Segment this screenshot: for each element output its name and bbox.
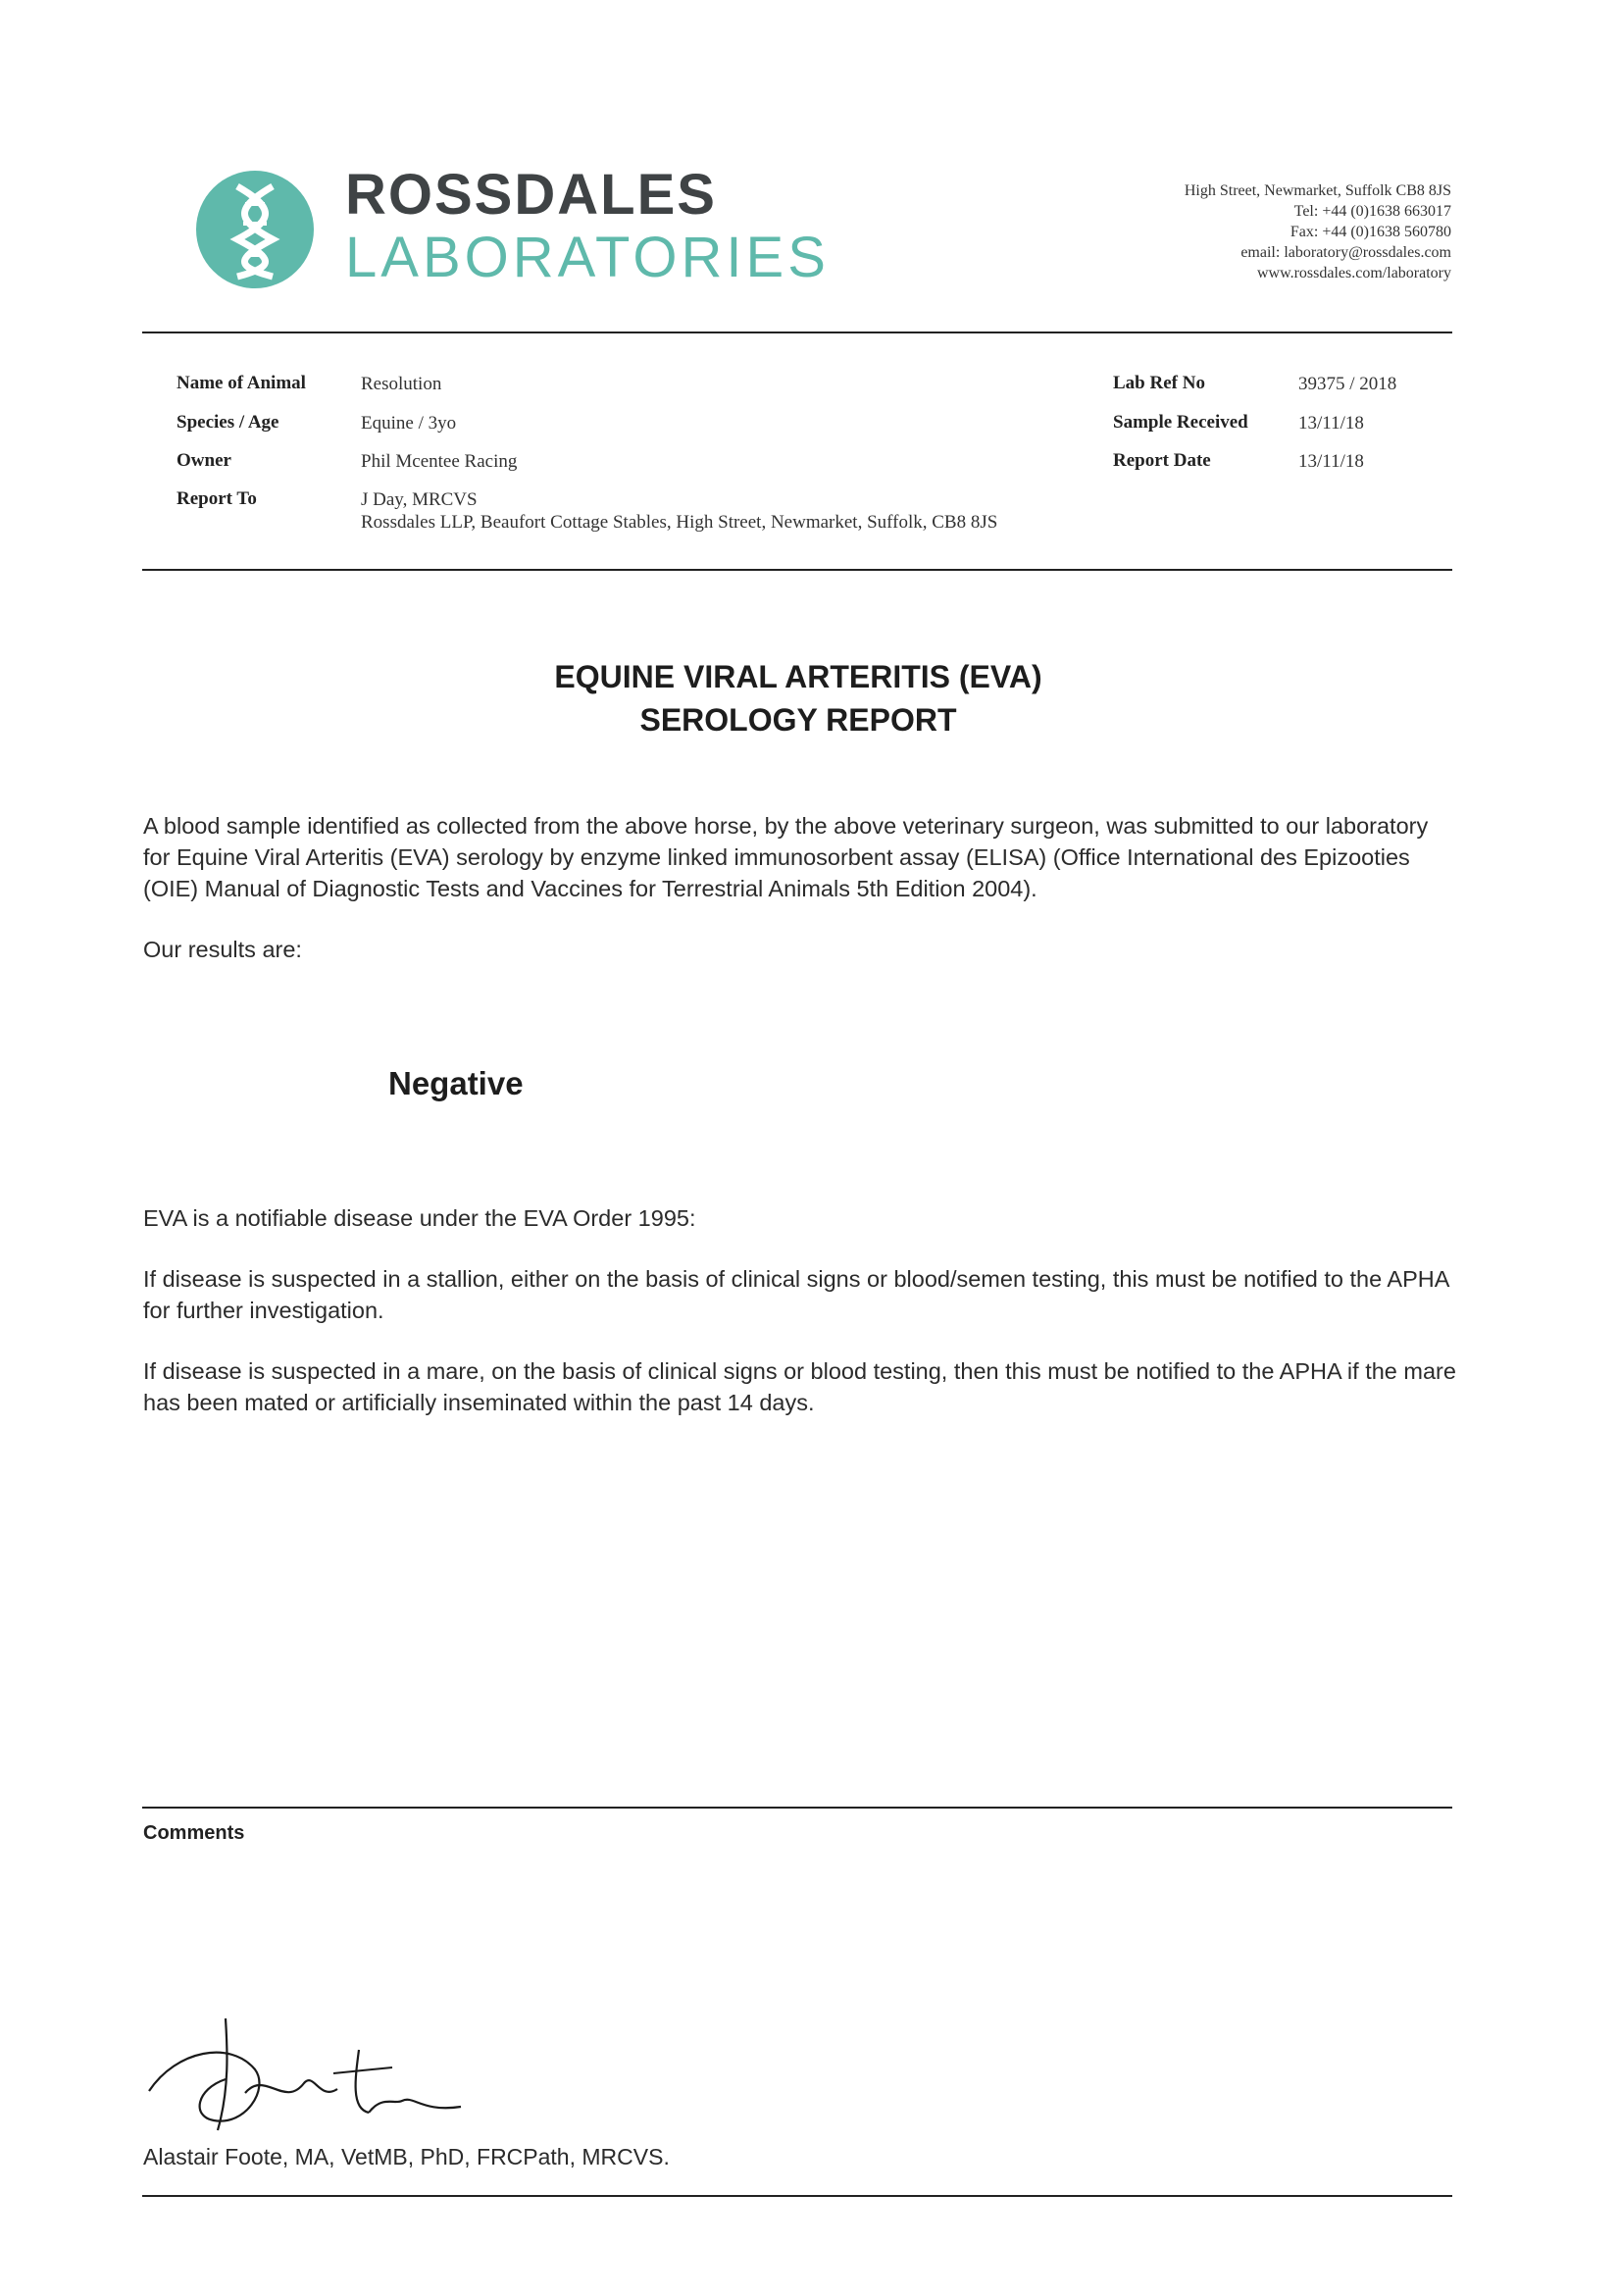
signatory-name: Alastair Foote, MA, VetMB, PhD, FRCPath, MRCVS. (143, 2144, 670, 2169)
owner-label: Owner (177, 450, 231, 471)
brand-name: ROSSDALES (345, 163, 717, 227)
notifiable-notice: EVA is a notifiable disease under the EVA Order 1995: (143, 1205, 696, 1231)
address-website: www.rossdales.com/laboratory (1256, 265, 1451, 281)
address-fax: Fax: +44 (0)1638 560780 (1289, 224, 1451, 240)
mare-note: If disease is suspected in a mare, on the basis of clinical signs or blood testing, then this must be notified to the APHA if the mare has been mated or artificially inseminated within the past 14 days. (143, 1358, 1456, 1415)
address-email: email: laboratory@rossdales.com (1240, 244, 1451, 261)
species-age-value: Equine / 3yo (361, 413, 457, 434)
address-phone: Tel: +44 (0)1638 663017 (1293, 203, 1451, 220)
sample-received-value: 13/11/18 (1298, 413, 1364, 434)
report-date-label: Report Date (1113, 450, 1211, 471)
name-of-animal-value: Resolution (361, 374, 442, 394)
report-subtitle: SEROLOGY REPORT (639, 702, 957, 738)
comments-divider (142, 1807, 1452, 1809)
brand-subtitle: LABORATORIES (345, 226, 830, 289)
footer-divider (142, 2195, 1452, 2197)
lab-ref-label: Lab Ref No (1113, 373, 1205, 393)
address-line: High Street, Newmarket, Suffolk CB8 8JS (1184, 182, 1451, 199)
species-age-label: Species / Age (177, 412, 279, 433)
lab-address (1185, 180, 1451, 283)
header-divider (142, 332, 1452, 333)
report-date-value: 13/11/18 (1298, 451, 1364, 472)
dna-logo-icon (194, 169, 316, 290)
owner-value: Phil Mcentee Racing (361, 451, 518, 472)
signature-image (137, 2011, 471, 2138)
report-title: EQUINE VIRAL ARTERITIS (EVA) (554, 659, 1042, 694)
result-value: Negative (388, 1065, 524, 1101)
intro-paragraph: A blood sample identified as collected from the above horse, by the above veterinary surgeon, was submitted to our laboratory for Equine Viral Arteritis (EVA) serology by enzyme linked immunosorbent assay (ELISA) (Office International des Epizooties (OIE) Manual of Diagnostic Tests and Vaccines for Terrestrial Animals 5th Edition 2004). (143, 813, 1429, 901)
results-label: Our results are: (143, 937, 302, 962)
report-to-label: Report To (177, 488, 257, 509)
lab-ref-value: 39375 / 2018 (1298, 374, 1397, 394)
details-divider (142, 569, 1452, 571)
report-to-name: J Day, MRCVS (361, 489, 478, 510)
name-of-animal-label: Name of Animal (177, 373, 306, 393)
comments-label: Comments (143, 1822, 245, 1844)
stallion-note: If disease is suspected in a stallion, either on the basis of clinical signs or blood/semen testing, this must be notified to the APHA for further investigation. (143, 1266, 1449, 1323)
sample-received-label: Sample Received (1113, 412, 1248, 433)
report-to-address: Rossdales LLP, Beaufort Cottage Stables, High Street, Newmarket, Suffolk, CB8 8JS (361, 512, 998, 533)
